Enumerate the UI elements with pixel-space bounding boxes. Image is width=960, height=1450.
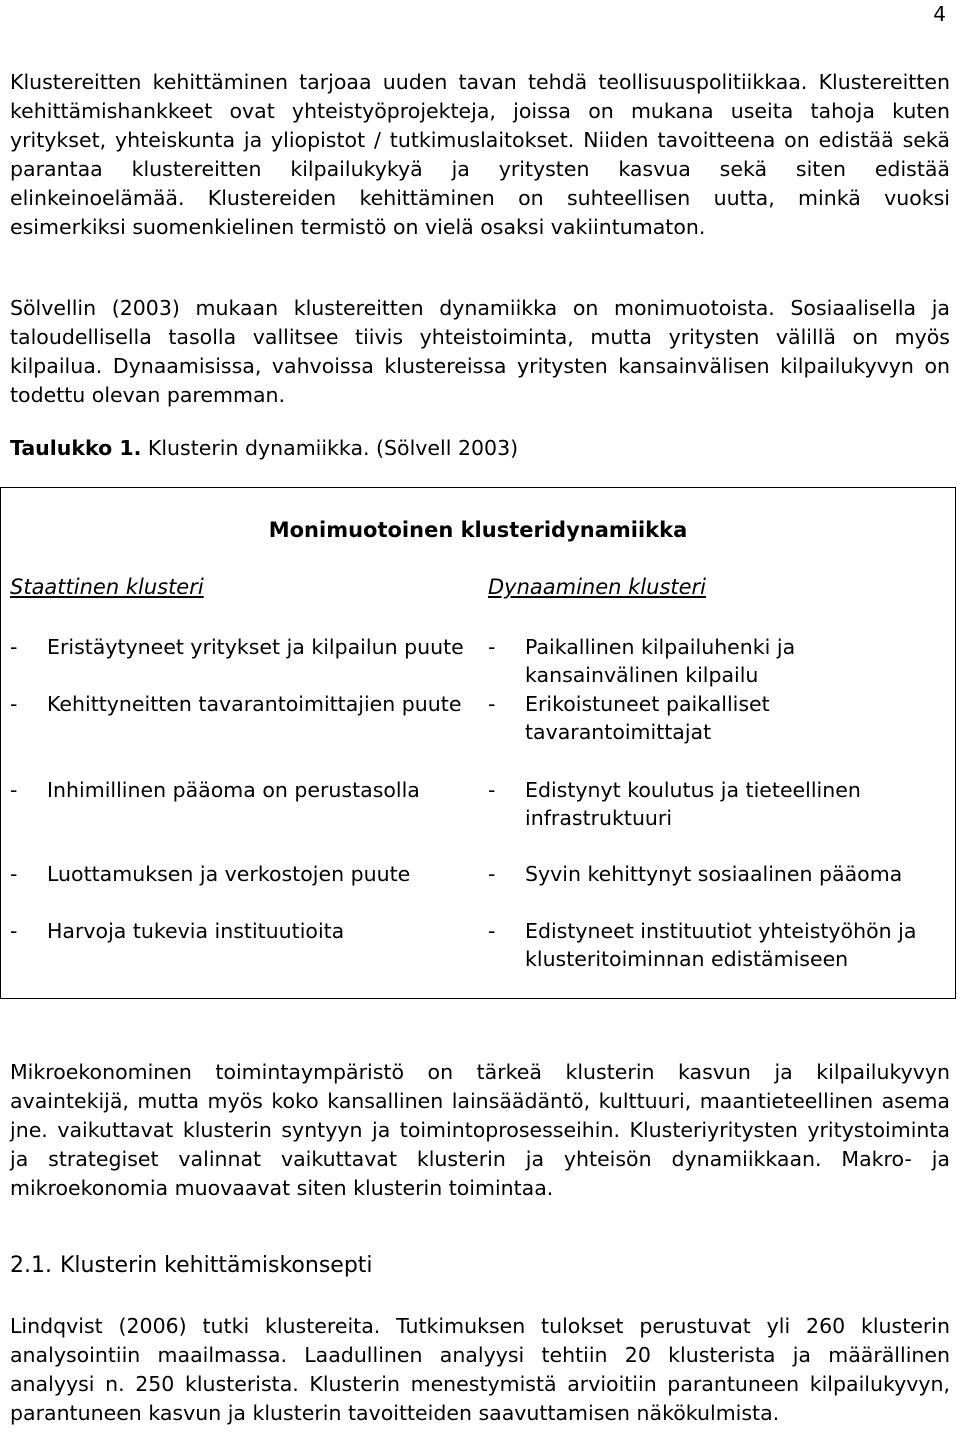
- page-number: 4: [933, 2, 946, 26]
- table-caption-text: Klusterin dynamiikka. (Sölvell 2003): [141, 436, 519, 460]
- dynamic-item-text: Edistynyt koulutus ja tieteellinen infrastruktuuri: [525, 778, 861, 830]
- dash: -: [10, 862, 18, 886]
- dynamic-item-text: Edistyneet instituutiot yhteistyöhön ja klusteritoiminnan edistämiseen: [525, 919, 917, 971]
- static-item-text: Eristäytyneet yritykset ja kilpailun puute: [47, 635, 464, 659]
- table-caption: [10, 434, 950, 463]
- table-caption-label: Taulukko 1.: [10, 436, 142, 460]
- section-title: Klusterin kehittämiskonsepti: [59, 1253, 373, 1278]
- dynamic-item: [488, 860, 948, 888]
- section-number: 2.1.: [10, 1253, 52, 1278]
- dash: -: [488, 778, 496, 802]
- dynamic-item-text: Paikallinen kilpailuhenki ja kansainvälinen kilpailu: [525, 635, 796, 687]
- dynamic-item-text: Syvin kehittynyt sosiaalinen pääoma: [525, 862, 903, 886]
- dash: -: [10, 692, 18, 716]
- dynamics-paragraph: Sölvellin (2003) mukaan klustereitten dynamiikka on monimuotoista. Sosiaalisella ja taloudellisella tasolla vallitsee tiivis yhteistoiminta, mutta yritysten välillä on myös kilpailua. Dynaamisissa, vahvoissa klustereissa yritysten kansainvälisen kilpailukyvyn on todettu olevan paremman.: [10, 296, 950, 407]
- static-item: [10, 776, 470, 804]
- dash: -: [10, 635, 18, 659]
- static-item-text: Kehittyneitten tavarantoimittajien puute: [47, 692, 462, 716]
- static-item-text: Luottamuksen ja verkostojen puute: [47, 862, 411, 886]
- static-item: [10, 860, 470, 888]
- intro-paragraph: Klustereitten kehittäminen tarjoaa uuden tavan tehdä teollisuuspolitiikkaa. Klustereitten kehittämishankkeet ovat yhteistyöprojekteja, joissa on mukana useita tahoja kuten yritykset, yhteiskunta ja yliopistot / tutkimuslaitokset. Niiden tavoitteena on edistää sekä parantaa klustereitten kilpailukykyä ja yritysten kasvua sekä siten edistää elinkeinoelämää. Klustereiden kehittäminen on suhteellisen uutta, minkä vuoksi esimerkiksi suomenkielinen termistö on vielä osaksi vakiintumaton.: [10, 70, 950, 239]
- static-item: [10, 690, 470, 718]
- dash: -: [10, 778, 18, 802]
- dash: -: [488, 919, 496, 943]
- dynamic-cluster-header: Dynaaminen klusteri: [488, 575, 707, 599]
- dash: -: [488, 862, 496, 886]
- dash: -: [10, 919, 18, 943]
- dynamic-item: [488, 917, 948, 973]
- dynamic-item: [488, 690, 948, 746]
- section-heading: [10, 1253, 373, 1278]
- dash: -: [488, 692, 496, 716]
- dynamic-item-text: Erikoistuneet paikalliset tavarantoimittajat: [525, 692, 770, 744]
- static-item: [10, 633, 470, 661]
- microeconomic-paragraph: Mikroekonominen toimintaympäristö on tärkeä klusterin kasvun ja kilpailukyvyn avaintekijä, mutta myös koko kansallinen lainsäädäntö, kulttuuri, maantieteellinen asema jne. vaikuttavat klusterin syntyyn ja toimintoprosesseihin. Klusteriyritysten yritystoiminta ja strategiset valinnat vaikuttavat klusterin ja yhteisön dynamiikkaan. Makro- ja mikroekonomia muovaavat siten klusterin toimintaa.: [10, 1060, 950, 1200]
- lindqvist-paragraph: Lindqvist (2006) tutki klustereita. Tutkimuksen tulokset perustuvat yli 260 klusterin analysointiin maailmassa. Laadullinen analyysi tehtiin 20 klusterista ja määrällinen analyysi n. 250 klusterista. Klusterin menestymistä arvioitiin parantuneen kilpailukyvyn, parantuneen kasvun ja klusterin tavoitteiden saavuttamisen näkökulmista.: [10, 1314, 950, 1425]
- static-item: [10, 917, 470, 945]
- dash: -: [488, 635, 496, 659]
- table-title: Monimuotoinen klusteridynamiikka: [268, 518, 688, 542]
- dynamic-item: [488, 633, 948, 689]
- static-item-text: Harvoja tukevia instituutioita: [47, 919, 345, 943]
- static-cluster-header: Staattinen klusteri: [10, 575, 204, 599]
- dynamic-item: [488, 776, 948, 832]
- static-item-text: Inhimillinen pääoma on perustasolla: [47, 778, 420, 802]
